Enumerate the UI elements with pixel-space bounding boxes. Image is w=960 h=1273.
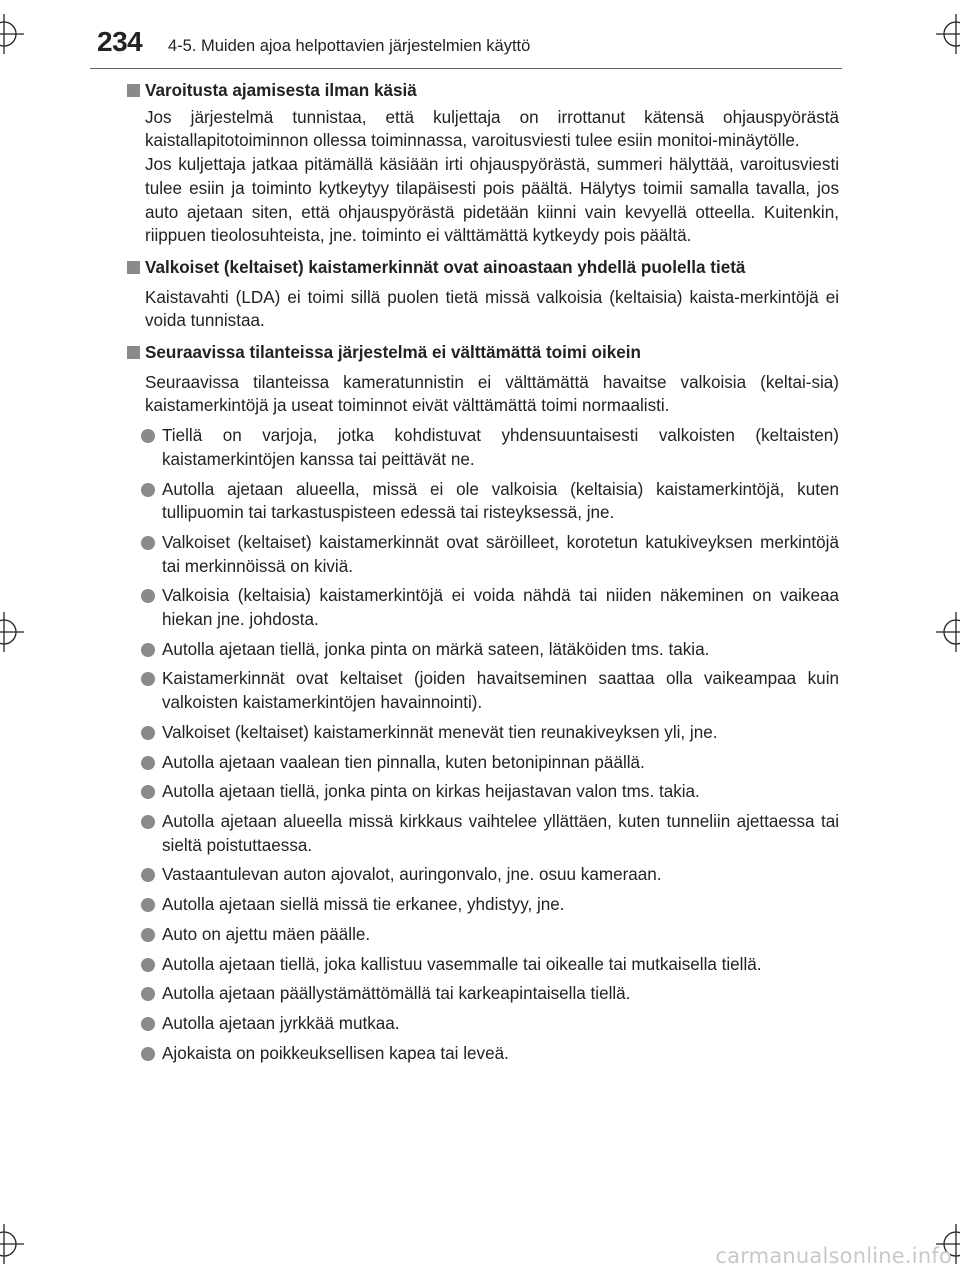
section-heading-text: Varoitusta ajamisesta ilman käsiä [145, 81, 417, 100]
list-item [127, 667, 839, 714]
list-item-text: Ajokaista on poikkeuksellisen kapea tai leveä. [162, 1043, 509, 1063]
watermark: carmanualsonline.info [715, 1244, 952, 1268]
list-item [127, 893, 839, 917]
round-bullet-icon [141, 536, 155, 550]
condition-list [127, 424, 839, 1065]
list-item-text: Autolla ajetaan tiellä, joka kallistuu vasemmalle tai oikealle tai mutkaisella tiellä. [162, 954, 762, 974]
round-bullet-icon [141, 987, 155, 1001]
round-bullet-icon [141, 643, 155, 657]
list-item [127, 1042, 839, 1066]
list-item [127, 424, 839, 471]
list-item [127, 584, 839, 631]
list-item-text: Tiellä on varjoja, jotka kohdistuvat yhdensuuntaisesti valkoisten (keltaisten) kaistamerkintöjen kanssa tai peittävät ne. [162, 426, 839, 469]
list-item [127, 1012, 839, 1036]
list-item [127, 638, 839, 662]
registration-mark-icon [0, 1224, 24, 1264]
round-bullet-icon [141, 756, 155, 770]
registration-mark-icon [0, 612, 24, 652]
square-bullet-icon [127, 261, 140, 274]
round-bullet-icon [141, 785, 155, 799]
round-bullet-icon [141, 1017, 155, 1031]
section-heading [127, 79, 839, 103]
list-item-text: Valkoiset (keltaiset) kaistamerkinnät menevät tien reunakiveyksen yli, jne. [162, 722, 718, 742]
list-item-text: Autolla ajetaan siellä missä tie erkanee, yhdistyy, jne. [162, 895, 565, 915]
list-item [127, 531, 839, 578]
list-item-text: Autolla ajetaan alueella, missä ei ole valkoisia (keltaisia) kaistamerkintöjä, kuten tullipuomin tai tarkastuspisteen edessä tai risteyksessä, jne. [162, 479, 839, 523]
list-item-text: Autolla ajetaan vaalean tien pinnalla, kuten betonipinnan päällä. [162, 752, 645, 772]
list-item-text: Autolla ajetaan tiellä, jonka pinta on märkä sateen, lätäköiden tms. takia. [162, 639, 710, 659]
list-item [127, 780, 839, 804]
square-bullet-icon [127, 346, 140, 359]
registration-mark-icon [936, 612, 960, 652]
list-item-text: Autolla ajetaan alueella missä kirkkaus vaihtelee yllättäen, kuten tunneliin ajettaessa tai sieltä poistuttaessa. [162, 811, 839, 855]
chapter-title: 4-5. Muiden ajoa helpottavien järjestelmien käyttö [168, 37, 531, 55]
list-item [127, 953, 839, 977]
paragraph: Seuraavissa tilanteissa kameratunnistin ei välttämättä havaitse valkoisia (keltai-sia) kaistamerkintöjä ja useat toiminnot eivät välttämättä toimi normaalisti. [145, 372, 839, 416]
round-bullet-icon [141, 483, 155, 497]
paragraph: Jos järjestelmä tunnistaa, että kuljettaja on irrottanut kätensä ohjauspyörästä kaistallapitotoiminnon ollessa toiminnassa, varoitusviesti tulee esiin monitoi-minäytölle. [145, 107, 839, 151]
round-bullet-icon [141, 589, 155, 603]
section-heading [127, 341, 839, 365]
list-item [127, 810, 839, 857]
paragraph: Jos kuljettaja jatkaa pitämällä käsiään irti ohjauspyörästä, summeri hälyttää, varoitusviesti tulee esiin ja toiminto kytkeytyy tilapäisesti pois päältä. Hälytys toimii samalla tavalla, jos auto ajetaan siten, että ohjauspyörästä pidetään kiinni vain kevyellä otteella. Kuitenkin, riippuen tieolosuhteista, jne. toiminto ei välttämättä kytkeydy pois päältä. [145, 155, 839, 246]
list-item-text: Valkoisia (keltaisia) kaistamerkintöjä ei voida nähdä tai niiden näkeminen on vaikeaa hiekan jne. johdosta. [162, 586, 839, 630]
list-item-text: Autolla ajetaan päällystämättömällä tai karkeapintaisella tiellä. [162, 984, 631, 1004]
section-heading-text: Valkoiset (keltaiset) kaistamerkinnät ovat ainoastaan yhdellä puolella tietä [145, 257, 746, 277]
round-bullet-icon [141, 1047, 155, 1061]
list-item [127, 982, 839, 1006]
round-bullet-icon [141, 868, 155, 882]
list-item-text: Valkoiset (keltaiset) kaistamerkinnät ovat säröilleet, korotetun katukiveyksen merkintöjä tai merkinnöissä on kiviä. [162, 532, 839, 576]
round-bullet-icon [141, 672, 155, 686]
square-bullet-icon [127, 84, 140, 97]
round-bullet-icon [141, 726, 155, 740]
list-item-text: Auto on ajettu mäen päälle. [162, 924, 371, 944]
list-item-text: Autolla ajetaan tiellä, jonka pinta on kirkas heijastavan valon tms. takia. [162, 782, 700, 802]
round-bullet-icon [141, 928, 155, 942]
list-item [127, 721, 839, 745]
round-bullet-icon [141, 815, 155, 829]
section-heading-text: Seuraavissa tilanteissa järjestelmä ei välttämättä toimi oikein [145, 343, 641, 363]
round-bullet-icon [141, 429, 155, 443]
page-content [127, 79, 839, 1071]
round-bullet-icon [141, 898, 155, 912]
list-item-text: Autolla ajetaan jyrkkää mutkaa. [162, 1013, 400, 1033]
list-item-text: Kaistamerkinnät ovat keltaiset (joiden havaitseminen saattaa olla vaikeampaa kuin valkoisten kaistamerkintöjen havainnointi). [162, 669, 839, 713]
paragraph: Kaistavahti (LDA) ei toimi sillä puolen tietä missä valkoisia (keltaisia) kaista-merkintöjä ei voida tunnistaa. [145, 287, 839, 331]
round-bullet-icon [141, 958, 155, 972]
header-divider [90, 68, 842, 69]
section-heading [127, 256, 839, 280]
list-item [127, 863, 839, 887]
page-number: 234 [97, 26, 143, 57]
list-item [127, 478, 839, 525]
list-item-text: Vastaantulevan auton ajovalot, auringonvalo, jne. osuu kameraan. [162, 865, 662, 885]
list-item [127, 751, 839, 775]
page-header [0, 0, 960, 70]
list-item [127, 923, 839, 947]
